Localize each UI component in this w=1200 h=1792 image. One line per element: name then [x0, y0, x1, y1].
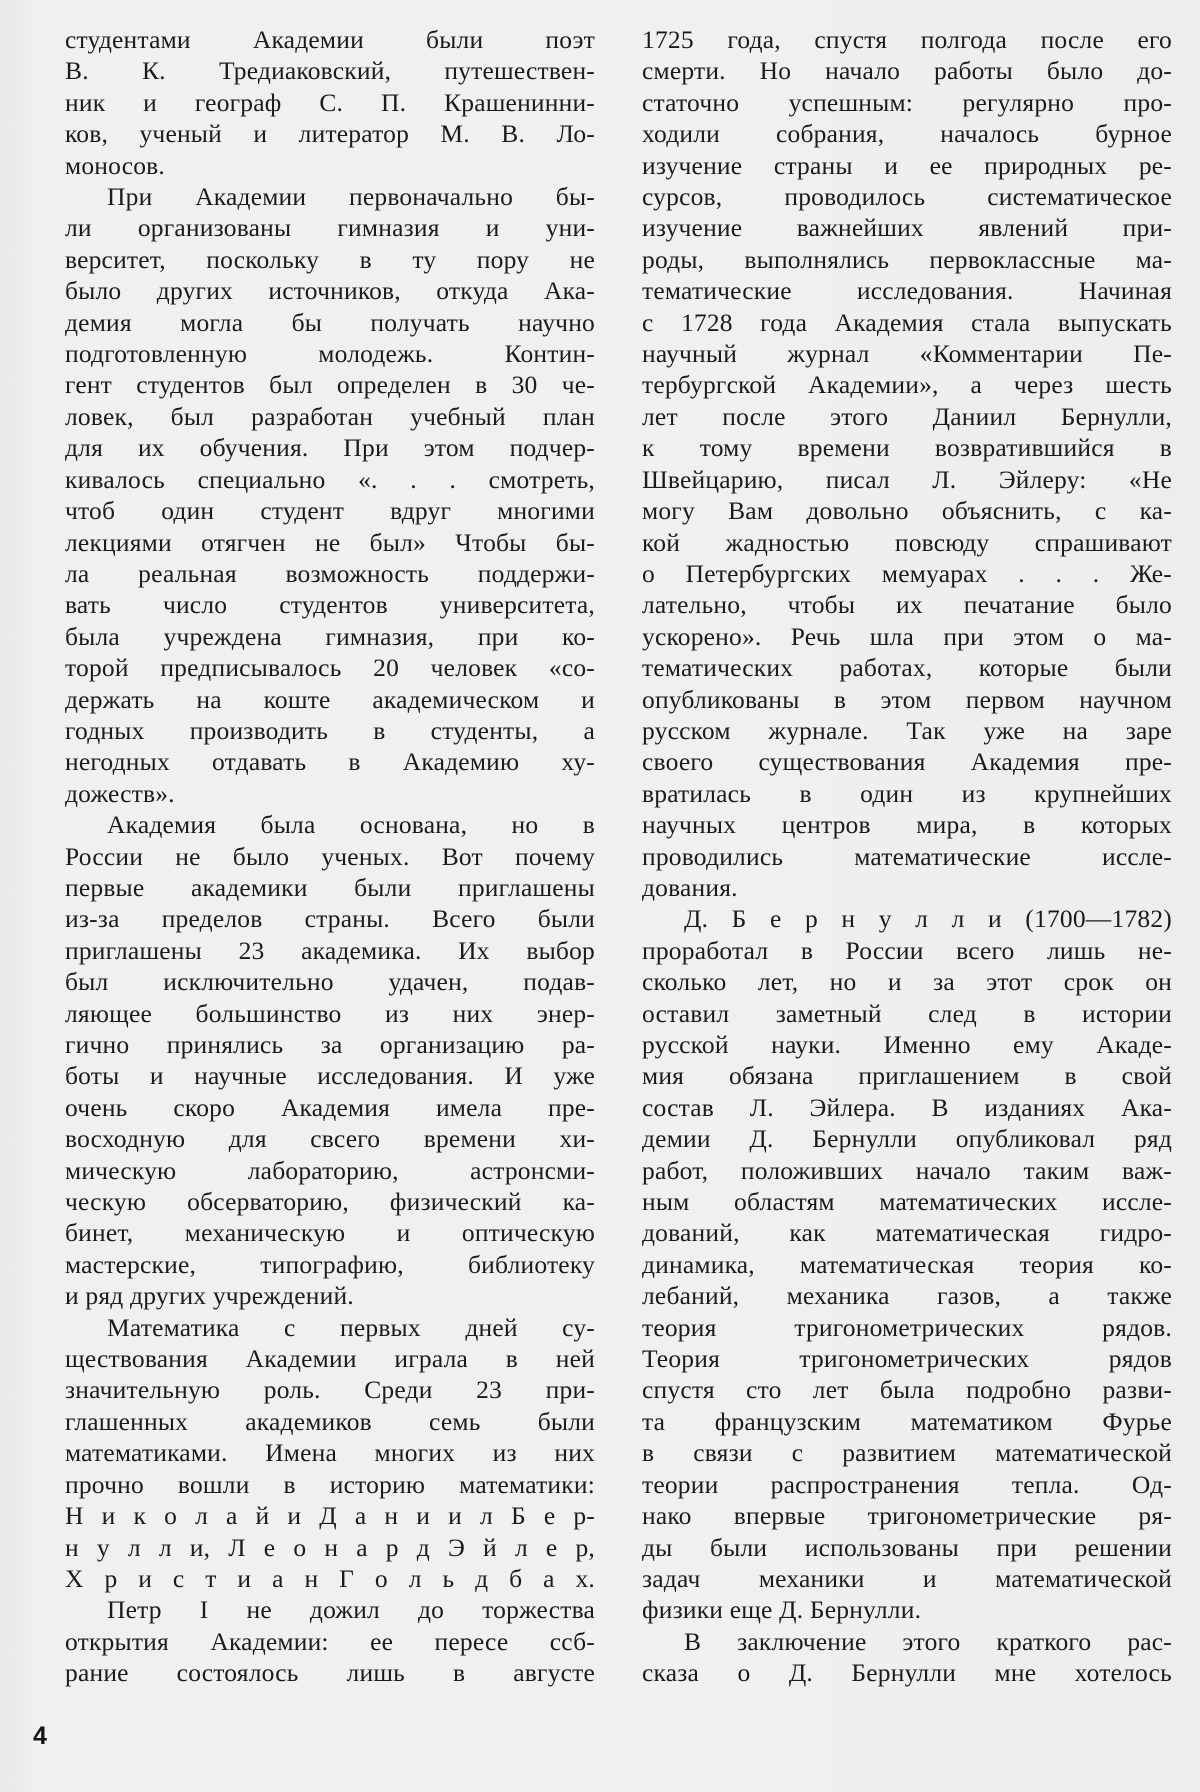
text-line: чтоб один студент вдруг многими: [65, 496, 595, 526]
text-line: научных центров мира, в которых: [642, 810, 1172, 840]
text-line: проводились математические иссле-: [642, 841, 1172, 871]
text-line: сколько лет, но и за этот срок он: [642, 967, 1172, 997]
text-line: статочно успешным: регулярно про-: [642, 87, 1172, 117]
text-line: ловек, был разработан учебный план: [65, 401, 595, 431]
text-line: подготовленную молодежь. Контин-: [65, 339, 595, 369]
text-line: приглашены 23 академика. Их выбор: [65, 935, 595, 965]
text-line: ды были использованы при решении: [642, 1532, 1172, 1562]
text-line: тербургской Академии», а через шесть: [642, 370, 1172, 400]
text-line: мическую лабораторию, астронсми-: [65, 1155, 595, 1185]
text-line: спустя сто лет была подробно разви-: [642, 1375, 1172, 1405]
text-line: проработал в России всего лишь не-: [642, 935, 1172, 965]
text-line: В. К. Тредиаковский, путешествен-: [65, 56, 595, 86]
text-line: динамика, математическая теория ко-: [642, 1249, 1172, 1279]
text-line: значительную роль. Среди 23 при-: [65, 1375, 595, 1405]
text-line: о Петербургских мемуарах . . . Же-: [642, 558, 1172, 588]
text-line: с 1728 года Академия стала выпускать: [642, 307, 1172, 337]
text-line: ходили собрания, началось бурное: [642, 119, 1172, 149]
text-line: восходную для свсего времени хи-: [65, 1124, 595, 1154]
text-line: математиками. Имена многих из них: [65, 1438, 595, 1468]
text-line: лебаний, механика газов, а также: [642, 1281, 1172, 1311]
text-line: Н и к о л а й и Д а н и и л Б е р-: [65, 1501, 595, 1531]
text-line: мия обязана приглашением в свой: [642, 1061, 1172, 1091]
text-line: в связи с развитием математической: [642, 1438, 1172, 1468]
text-line: ществования Академии играла в ней: [65, 1344, 595, 1374]
text-line: В заключение этого краткого рас-: [684, 1626, 1172, 1656]
text-line: России не было ученых. Вот почему: [65, 841, 595, 871]
text-line: тематические исследования. Начиная: [642, 276, 1172, 306]
text-line: лекциями отягчен не был» Чтобы бы-: [65, 527, 595, 557]
text-line: рание состоялось лишь в августе: [65, 1658, 595, 1688]
text-line: состав Л. Эйлера. В изданиях Ака-: [642, 1092, 1172, 1122]
text-line: была учреждена гимназия, при ко-: [65, 621, 595, 651]
text-line: дований, как математическая гидро-: [642, 1218, 1172, 1248]
text-line: н у л л и, Л е о н а р д Э й л е р,: [65, 1532, 595, 1562]
text-line: своего существования Академия пре-: [642, 747, 1172, 777]
page-number: 4: [33, 1722, 47, 1750]
text-line: демии Д. Бернулли опубликовал ряд: [642, 1124, 1172, 1154]
text-line: моносов.: [65, 150, 166, 180]
text-line: нако впервые тригонометрические ря-: [642, 1501, 1172, 1531]
text-line: Математика с первых дней су-: [107, 1312, 595, 1342]
text-line: боты и научные исследования. И уже: [65, 1061, 595, 1091]
text-line: ли организованы гимназия и уни-: [65, 213, 595, 243]
right-column: [642, 24, 1172, 1689]
text-line: Академия была основана, но в: [107, 810, 595, 840]
text-line: Петр I не дожил до торжества: [107, 1595, 595, 1625]
text-line: вратилась в один из крупнейших: [642, 778, 1172, 808]
text-line: роды, выполнялись первоклассные ма-: [642, 244, 1172, 274]
text-line: ным областям математических иссле-: [642, 1187, 1172, 1217]
text-line: работ, положивших начало таким важ-: [642, 1155, 1172, 1185]
text-line: был исключительно удачен, подав-: [65, 967, 595, 997]
text-line: Швейцарию, писал Л. Эйлеру: «Не: [642, 464, 1172, 494]
text-line: лательно, чтобы их печатание было: [642, 590, 1172, 620]
text-line: изучение страны и ее природных ре-: [642, 150, 1172, 180]
text-line: опубликованы в этом первом научном: [642, 684, 1172, 714]
text-line: вать число студентов университета,: [65, 590, 595, 620]
text-line: теория тригонометрических рядов.: [642, 1312, 1172, 1342]
text-line: глашенных академиков семь были: [65, 1406, 595, 1436]
text-line: сурсов, проводилось систематическое: [642, 182, 1172, 212]
text-line: бинет, механическую и оптическую: [65, 1218, 595, 1248]
text-line: теории распространения тепла. Од-: [642, 1469, 1172, 1499]
text-line: годных производить в студенты, а: [65, 715, 595, 745]
text-line: дования.: [642, 872, 738, 902]
text-line: лет после этого Даниил Бернулли,: [642, 401, 1172, 431]
text-line: русском журнале. Так уже на заре: [642, 715, 1172, 745]
text-line: гент студентов был определен в 30 че-: [65, 370, 595, 400]
text-line: оставил заметный след в истории: [642, 998, 1172, 1028]
text-line: негодных отдавать в Академию ху-: [65, 747, 595, 777]
text-line: дожеств».: [65, 778, 175, 808]
text-line: к тому времени возвратившийся в: [642, 433, 1172, 463]
text-line: изучение важнейших явлений при-: [642, 213, 1172, 243]
text-line: держать на коште академическом и: [65, 684, 595, 714]
text-line: Д. Б е р н у л л и (1700—1782): [684, 904, 1172, 934]
text-line: гично принялись за организацию ра-: [65, 1030, 595, 1059]
text-line: открытия Академии: ее пересе ссб-: [65, 1626, 595, 1656]
text-line: кой жадностью повсюду спрашивают: [642, 527, 1172, 557]
left-column: [65, 24, 595, 1689]
text-line: 1725 года, спустя полгода после его: [642, 25, 1172, 54]
text-line: Х р и с т и а н Г о л ь д б а х.: [65, 1563, 595, 1593]
text-line: первые академики были приглашены: [65, 872, 595, 902]
text-columns: [65, 24, 1172, 1689]
text-line: было других источников, откуда Ака-: [65, 276, 595, 306]
text-line: смерти. Но начало работы было до-: [642, 56, 1172, 86]
text-line: могу Вам довольно объяснить, с ка-: [642, 496, 1172, 526]
text-line: кивалось специально «. . . смотреть,: [65, 464, 595, 494]
text-line: торой предписывалось 20 человек «со-: [65, 653, 595, 683]
text-line: ческую обсерваторию, физический ка-: [65, 1187, 595, 1217]
text-line: ускорено». Речь шла при этом о ма-: [642, 621, 1172, 651]
text-line: студентами Академии были поэт: [65, 25, 595, 54]
text-line: для их обучения. При этом подчер-: [65, 433, 595, 463]
text-line: та французским математиком Фурье: [642, 1406, 1172, 1436]
text-line: ник и географ С. П. Крашенинни-: [65, 87, 595, 117]
text-line: ляющее большинство из них энер-: [65, 998, 595, 1028]
text-line: ла реальная возможность поддержи-: [65, 558, 595, 588]
text-line: сказа о Д. Бернулли мне хотелось: [642, 1658, 1172, 1688]
text-line: научный журнал «Комментарии Пе-: [642, 339, 1172, 369]
text-line: русской науки. Именно ему Акаде-: [642, 1030, 1172, 1059]
text-line: физики еще Д. Бернулли.: [642, 1595, 922, 1625]
text-line: и ряд других учреждений.: [65, 1281, 354, 1311]
text-line: задач механики и математической: [642, 1563, 1172, 1593]
text-line: прочно вошли в историю математики:: [65, 1469, 595, 1499]
text-line: При Академии первоначально бы-: [107, 182, 595, 212]
text-line: верситет, поскольку в ту пору не: [65, 244, 595, 274]
text-line: очень скоро Академия имела пре-: [65, 1092, 595, 1122]
text-line: из-за пределов страны. Всего были: [65, 904, 595, 934]
text-line: мастерские, типографию, библиотеку: [65, 1249, 595, 1279]
text-line: Теория тригонометрических рядов: [642, 1344, 1172, 1374]
text-line: тематических работах, которые были: [642, 653, 1172, 683]
text-line: ков, ученый и литератор М. В. Ло-: [65, 119, 595, 149]
text-line: демия могла бы получать научно: [65, 307, 595, 337]
